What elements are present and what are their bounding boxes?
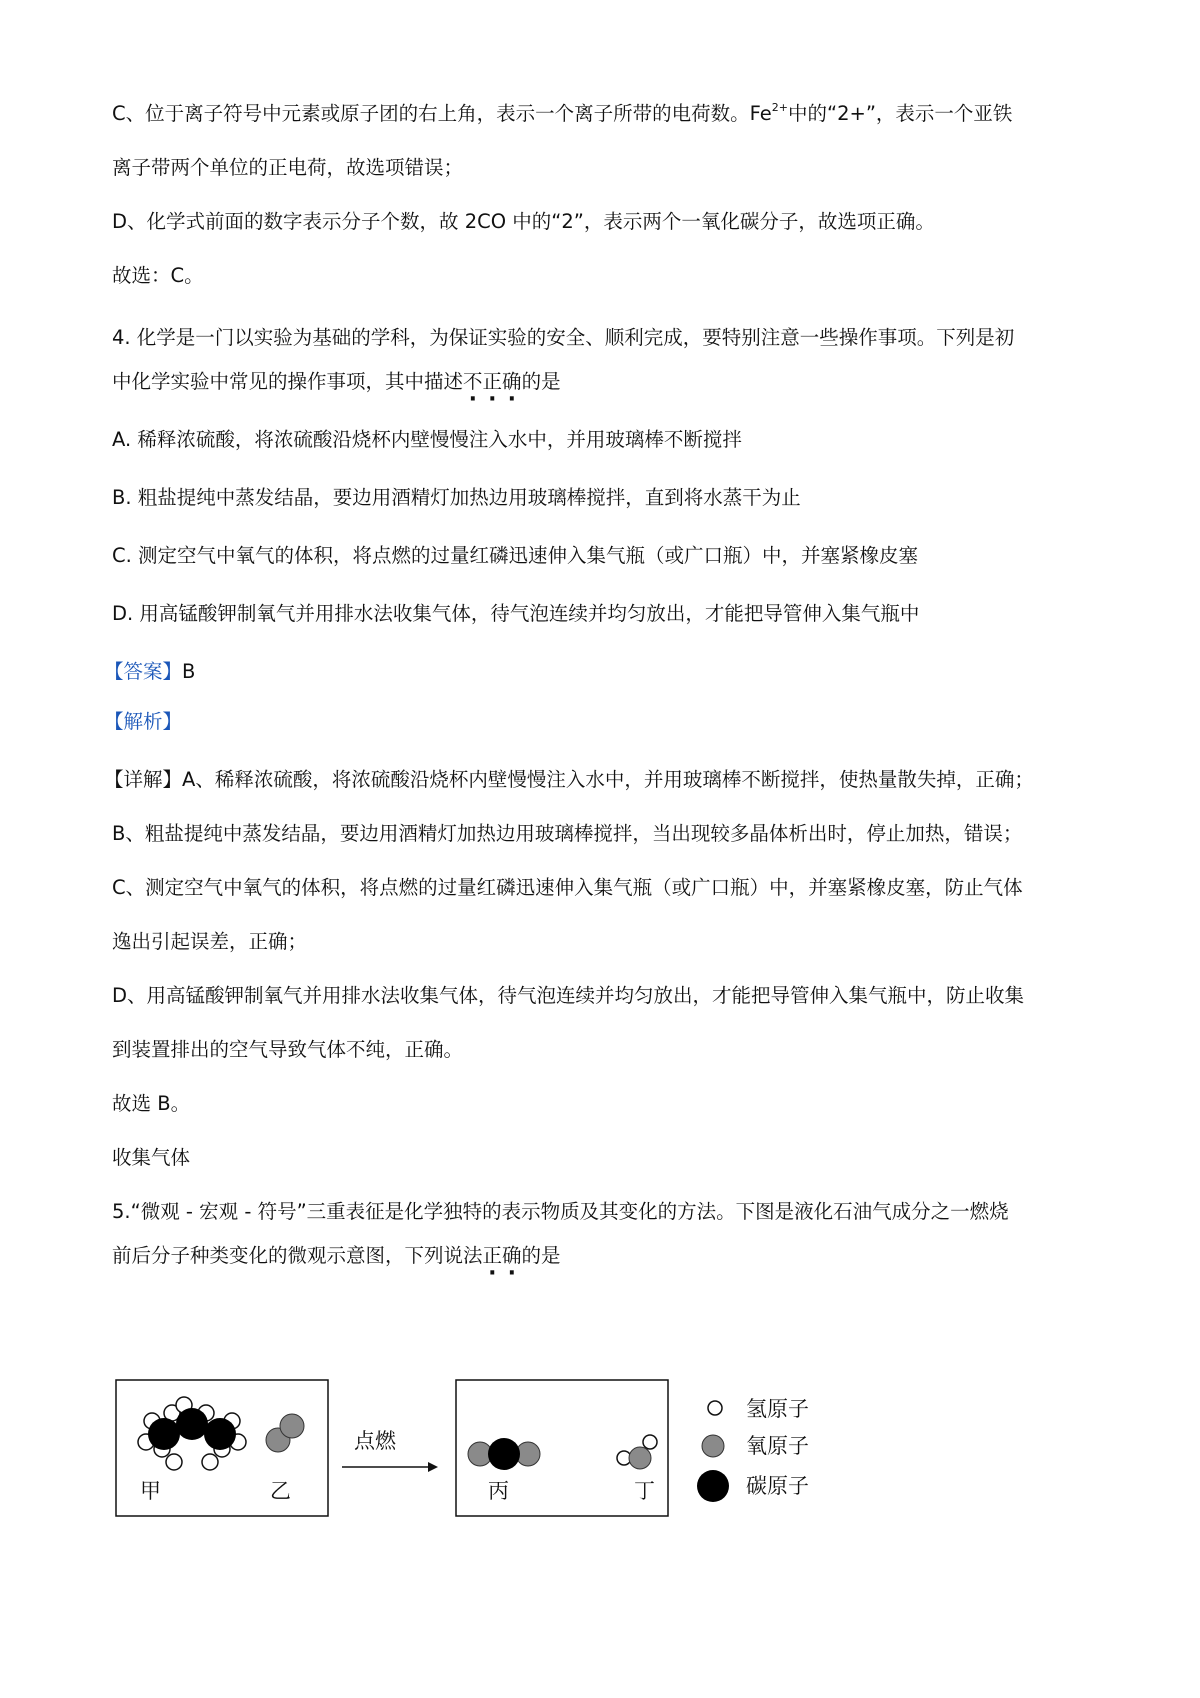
emphasis-char: 正 <box>482 370 503 393</box>
q4-stem-post: 的是 <box>521 370 561 393</box>
q4-analysis-label <box>104 712 182 732</box>
legend-oxygen-label: 氧原子 <box>746 1434 809 1458</box>
q5-stem-line1: 5.“微观 - 宏观 - 符号”三重表征是化学独特的表示物质及其变化的方法。下图是液化石油气成分之一燃烧 <box>112 1200 1009 1223</box>
arrow-head-icon <box>428 1462 438 1472</box>
q5-stem-post: 的是 <box>521 1244 561 1267</box>
label-bing: 丙 <box>488 1479 509 1503</box>
label-yi: 乙 <box>270 1479 291 1503</box>
arrow-label-ignite: 点燃 <box>354 1429 396 1453</box>
q4-option-b: B. 粗盐提纯中蒸发结晶，要边用酒精灯加热边用玻璃棒搅拌，直到将水蒸干为止 <box>112 486 801 509</box>
q4-option-c: C. 测定空气中氧气的体积，将点燃的过量红磷迅速伸入集气瓶（或广口瓶）中，并塞紧橡皮塞 <box>112 544 919 567</box>
q4-detail-d-line1: D、用高锰酸钾制氧气并用排水法收集气体，待气泡连续并均匀放出，才能把导管伸入集气瓶中，防止收集 <box>112 984 1025 1007</box>
legend-carbon-swatch <box>697 1470 729 1502</box>
q4-extra-note: 收集气体 <box>112 1146 191 1169</box>
oxygen-atom <box>280 1414 304 1438</box>
hydrogen-atom <box>202 1454 218 1470</box>
carbon-atom <box>204 1418 236 1450</box>
carbon-atom <box>176 1408 208 1440</box>
carbon-atom <box>488 1438 520 1470</box>
charge-superscript: 2+ <box>771 101 788 114</box>
q3-option-c-line2: 离子带两个单位的正电荷，故选项错误； <box>112 156 464 179</box>
emphasis-char: 不 <box>463 370 483 393</box>
molecule-ding <box>617 1435 657 1469</box>
legend-carbon-label: 碳原子 <box>746 1474 809 1498</box>
q3-conclusion: 故选：C。 <box>112 264 204 287</box>
label-jia: 甲 <box>140 1479 161 1503</box>
q4-detail-a <box>104 770 1034 790</box>
carbon-atom <box>148 1418 180 1450</box>
hydrogen-atom <box>643 1435 657 1449</box>
q4-stem-line2 <box>112 372 561 392</box>
molecule-jia <box>138 1397 246 1470</box>
q4-conclusion: 故选 B。 <box>112 1092 191 1115</box>
q4-detail-c-line1: C、测定空气中氧气的体积，将点燃的过量红磷迅速伸入集气瓶（或广口瓶）中，并塞紧橡皮塞，防止气体 <box>112 876 1023 899</box>
q4-detail-c-line2: 逸出引起误差，正确； <box>112 930 308 953</box>
q3-option-d: D、化学式前面的数字表示分子个数，故 2CO 中的“2”，表示两个一氧化碳分子，故选项正确。 <box>112 210 935 233</box>
emphasis-char: 确 <box>502 1244 522 1267</box>
molecule-bing <box>468 1438 540 1470</box>
q3-c-text-post: 中的“2+”，表示一个亚铁 <box>787 102 1013 125</box>
q3-c-text-pre: C、位于离子符号中元素或原子团的右上角，表示一个离子所带的电荷数。Fe <box>112 102 772 125</box>
label-ding: 丁 <box>634 1479 655 1503</box>
q3-option-c-line1 <box>112 101 1013 125</box>
q5-stem-pre: 前后分子种类变化的微观示意图，下列说法 <box>112 1244 483 1267</box>
q4-detail-b: B、粗盐提纯中蒸发结晶，要边用酒精灯加热边用玻璃棒搅拌，当出现较多晶体析出时，停止加热，错误； <box>112 822 1023 845</box>
analysis-label-text: 【解析】 <box>104 710 183 733</box>
answer-label: 【答案】 <box>104 660 183 683</box>
answer-value: B <box>182 660 196 683</box>
q4-option-a: A. 稀释浓硫酸，将浓硫酸沿烧杯内壁慢慢注入水中，并用玻璃棒不断搅拌 <box>112 428 742 451</box>
hydrogen-atom <box>166 1454 182 1470</box>
molecule-yi <box>266 1414 304 1452</box>
q5-stem-line2 <box>112 1246 561 1266</box>
q4-answer <box>104 662 195 682</box>
detail-label: 【详解】 <box>104 768 183 791</box>
emphasis-char: 确 <box>502 370 522 393</box>
legend-hydrogen-label: 氢原子 <box>746 1397 809 1421</box>
legend-oxygen-swatch <box>702 1435 724 1457</box>
q4-option-d: D. 用高锰酸钾制氧气并用排水法收集气体，待气泡连续并均匀放出，才能把导管伸入集气瓶中 <box>112 602 920 625</box>
atom-legend <box>697 1397 809 1502</box>
legend-hydrogen-swatch <box>708 1401 722 1415</box>
q4-detail-d-line2: 到装置排出的空气导致气体不纯，正确。 <box>112 1038 464 1061</box>
detail-a-text: A、稀释浓硫酸，将浓硫酸沿烧杯内壁慢慢注入水中，并用玻璃棒不断搅拌，使热量散失掉，正确； <box>182 768 1034 791</box>
oxygen-atom <box>629 1447 651 1469</box>
q4-stem-line1: 4. 化学是一门以实验为基础的学科，为保证实验的安全、顺利完成，要特别注意一些操作事项。下列是初 <box>112 326 1015 349</box>
emphasis-char: 正 <box>482 1244 503 1267</box>
q4-stem-pre: 中化学实验中常见的操作事项，其中描述 <box>112 370 464 393</box>
molecular-reaction-diagram <box>110 1376 890 1526</box>
